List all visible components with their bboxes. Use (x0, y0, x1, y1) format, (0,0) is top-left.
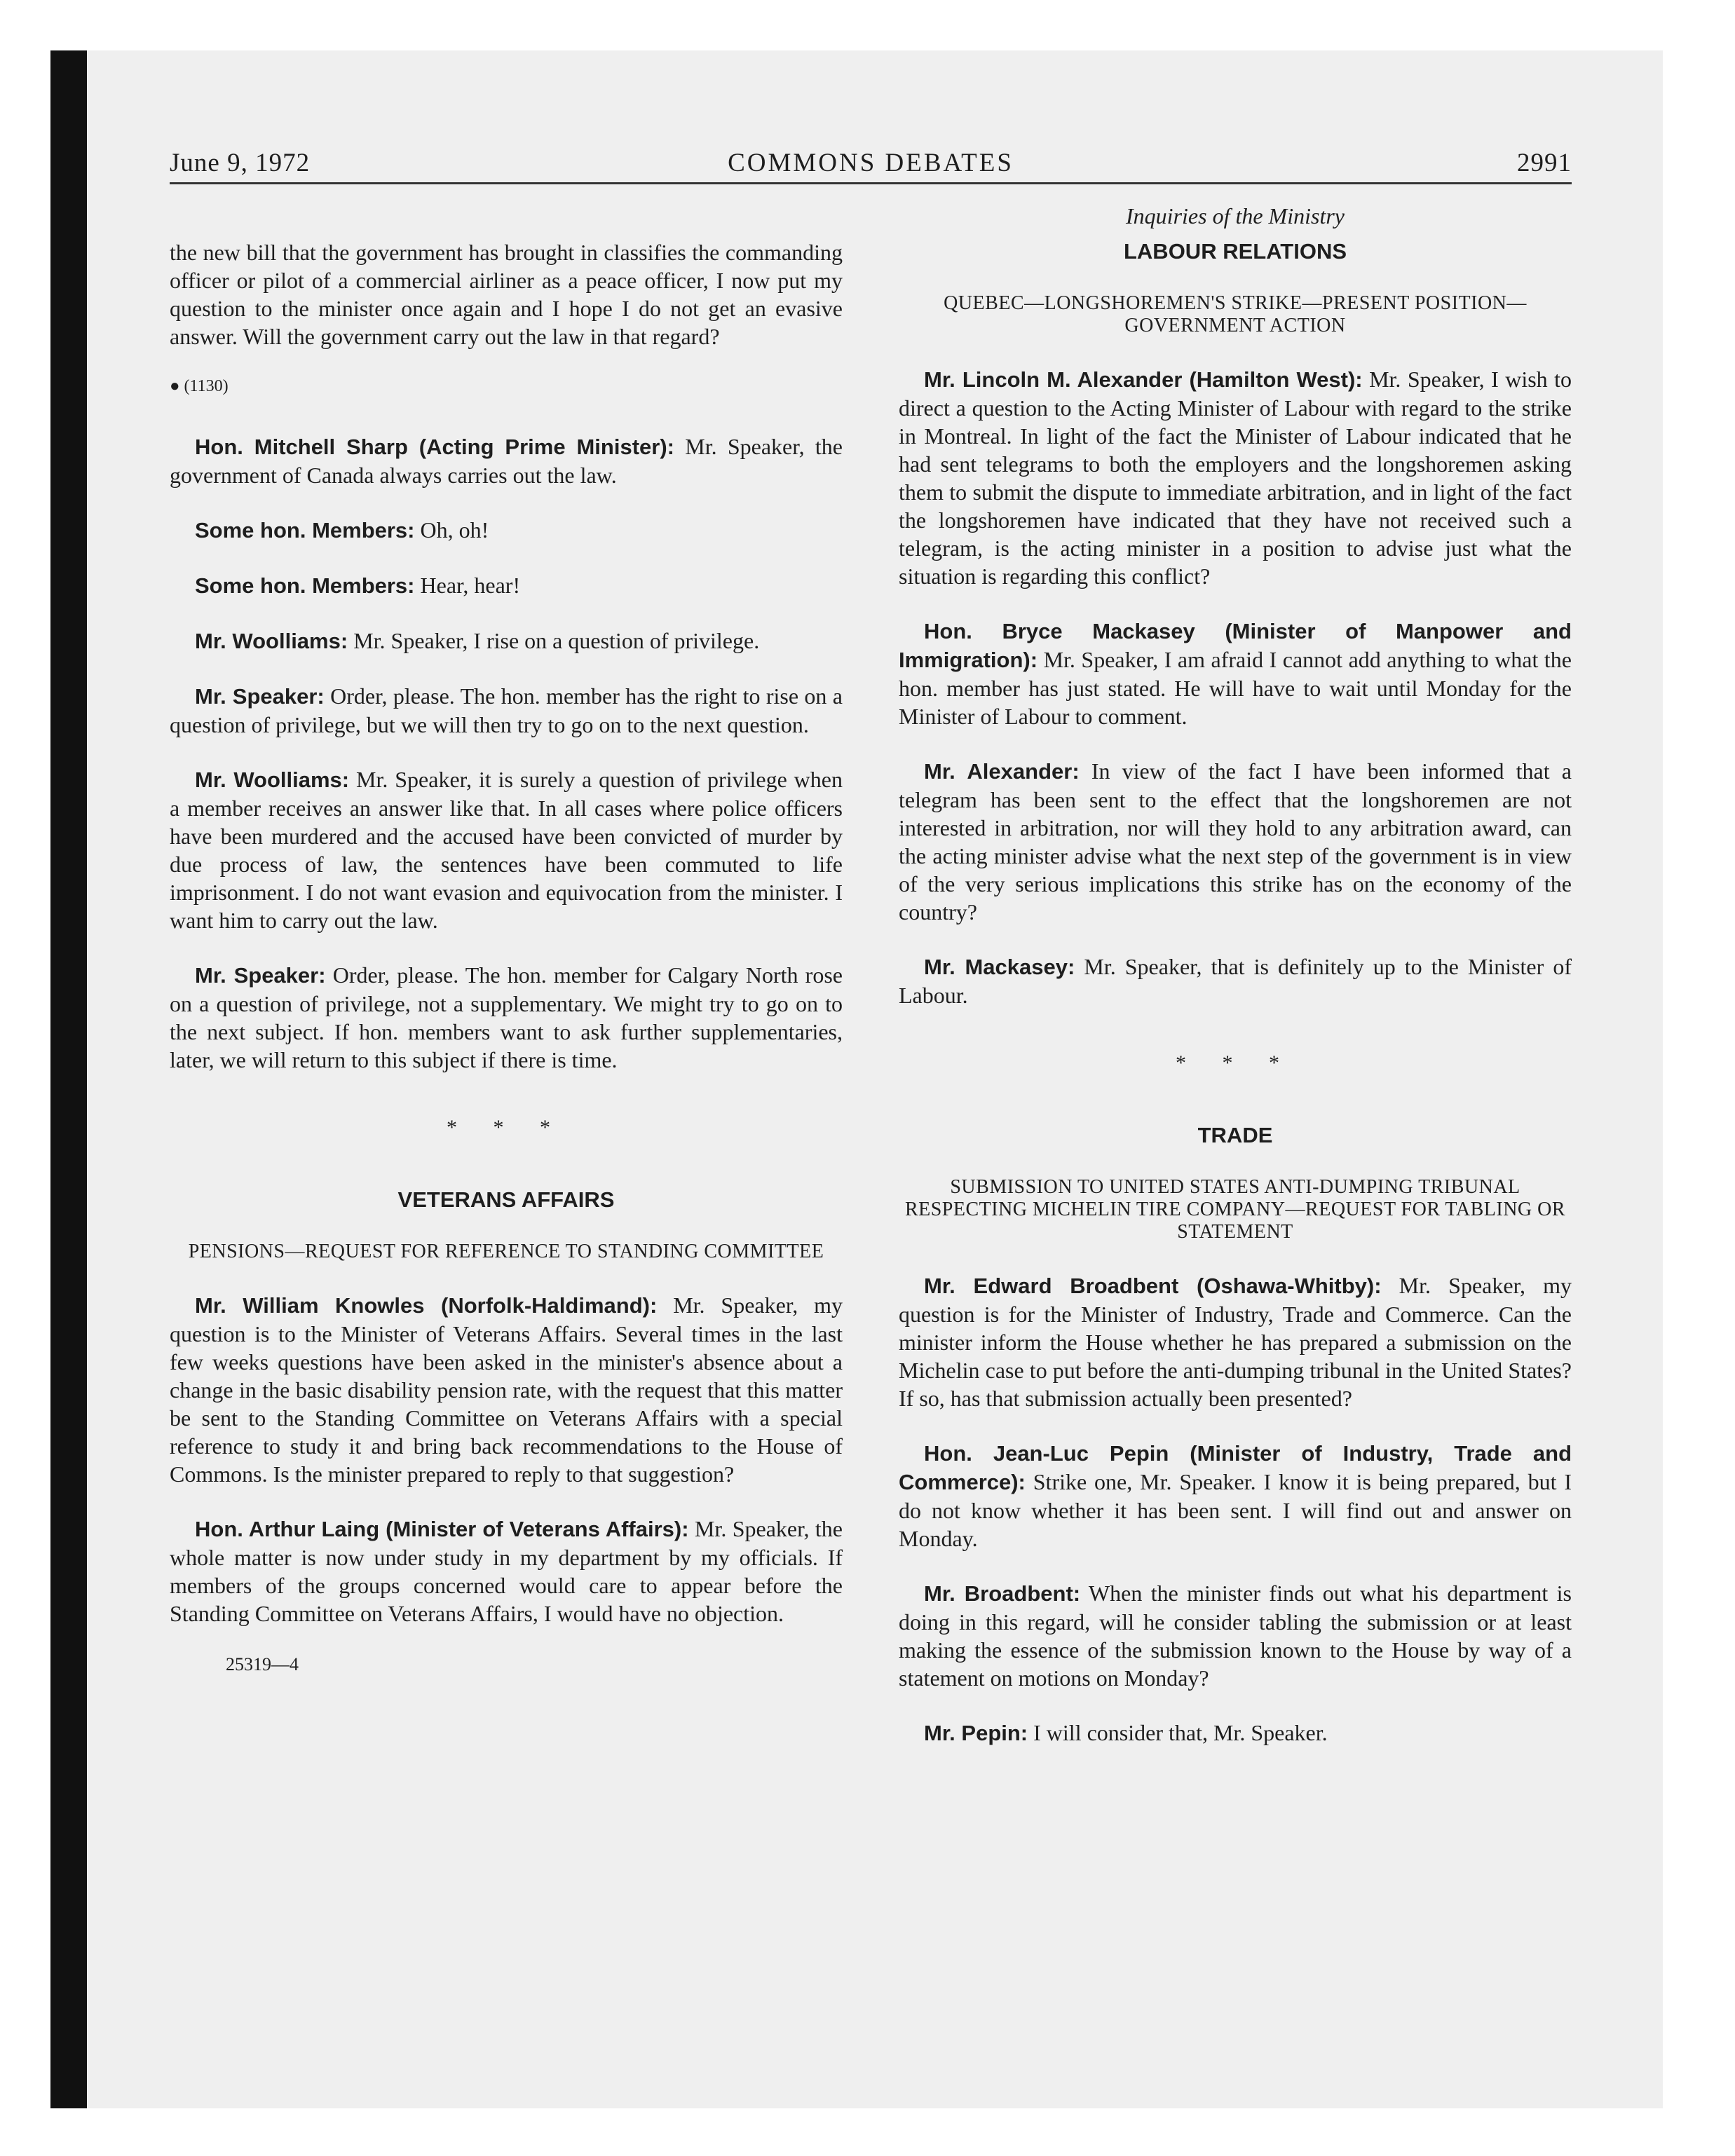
subheading: PENSIONS—REQUEST FOR REFERENCE TO STANDING COMMITTEE (188, 1241, 824, 1262)
right-column (899, 203, 1572, 1774)
speaker-name: Some hon. Members: (195, 518, 415, 543)
speaker-name: Some hon. Members: (195, 573, 415, 598)
speaker-name: Mr. Edward Broadbent (Oshawa-Whitby): (924, 1274, 1382, 1298)
paragraph: the new bill that the government has brought in classifies the commanding officer or pilot of a commercial airliner as a peace officer, I now put my question to the minister once again and I hope I do not get an evasive answer. Will the government carry out the law in that regard? (170, 240, 843, 349)
speaker-name: Mr. Woolliams: (195, 629, 348, 653)
header-date: June 9, 1972 (170, 149, 311, 177)
speaker-name: Mr. Lincoln M. Alexander (Hamilton West): (924, 367, 1363, 392)
speech-text: Mr. Speaker, I wish to direct a question to the Acting Minister of Labour with regard to the strike in Montreal. In light of the fact the Minister of Labour indicated that he had sent telegrams to both the employers and the longshoremen asking them to submit the dispute to immediate arbitration, and in light of the fact the longshoremen have indicated that they have not received such a telegram, is the acting minister in a position to advise just what the situation is regarding this conflict? (899, 367, 1572, 589)
speech-text: Mr. Speaker, my question is for the Minister of Industry, Trade and Commerce. Can the minister inform the House whether he has prepared a submission on the Michelin case to put before the anti-dumping tribunal in the United States? If so, has that submission actually been presented? (899, 1273, 1572, 1411)
paragraph (899, 1579, 1572, 1692)
speaker-name: Mr. William Knowles (Norfolk-Haldimand): (195, 1293, 658, 1318)
speech-text: Mr. Speaker, it is surely a question of privilege when a member receives an answer like that. In all cases where police officers have been murdered and the accused have been convicted of murder by due process of law, the sentences have been commuted to life imprisonment. I do not want evasion and equivocation from the minister. I want him to carry out the law. (170, 767, 843, 933)
section-heading: LABOUR RELATIONS (1123, 239, 1347, 264)
paragraph (170, 516, 843, 545)
scan-edge-shadow (50, 50, 87, 2108)
speaker-name: Hon. Jean-Luc Pepin (Minister of Industry, Trade and Commerce): (899, 1441, 1572, 1494)
speech-text: Mr. Speaker, the government of Canada always carries out the law. (170, 434, 843, 488)
paragraph (899, 1719, 1572, 1747)
paragraph (899, 617, 1572, 730)
speaker-name: Mr. Woolliams: (195, 767, 350, 792)
speaker-name: Mr. Alexander: (924, 759, 1080, 784)
speech-text: Hear, hear! (414, 573, 521, 598)
paragraph (170, 627, 843, 655)
speech-text: Mr. Speaker, I rise on a question of privilege. (348, 628, 760, 653)
paragraph (899, 1439, 1572, 1553)
time-marker (170, 377, 843, 396)
speaker-name: Mr. Mackasey: (924, 955, 1075, 979)
speaker-name: Hon. Bryce Mackasey (Minister of Manpower and Immigration): (899, 619, 1572, 672)
paragraph (170, 1515, 843, 1628)
speaker-name: Hon. Mitchell Sharp (Acting Prime Minister): (195, 435, 674, 459)
left-column (170, 238, 843, 1675)
footer-reference: 25319—4 (226, 1654, 299, 1674)
section-separator: * * * (1176, 1051, 1295, 1074)
speaker-name: Mr. Speaker: (195, 684, 325, 709)
time-marker-label: (1130) (184, 377, 229, 395)
bullet-icon: ● (170, 377, 180, 395)
speaker-name: Mr. Broadbent: (924, 1581, 1081, 1606)
speech-text: I will consider that, Mr. Speaker. (1028, 1720, 1328, 1745)
paragraph (899, 365, 1572, 590)
paragraph (170, 961, 843, 1074)
paragraph (170, 765, 843, 934)
paragraph (170, 682, 843, 739)
speaker-name: Mr. Pepin: (924, 1721, 1028, 1745)
paragraph (170, 432, 843, 489)
paragraph (899, 953, 1572, 1009)
paragraph (899, 757, 1572, 926)
header-title: COMMONS DEBATES (728, 149, 1014, 177)
paragraph (170, 571, 843, 600)
section-separator: * * * (447, 1116, 566, 1139)
speech-text: Oh, oh! (414, 517, 489, 543)
speech-text: Order, please. The hon. member for Calgary North rose on a question of privilege, not a supplementary. We might try to go on to the next subject. If hon. members want to ask further supplementaries, later, we will return to this subject if there is time. (170, 962, 843, 1072)
paragraph (899, 1271, 1572, 1412)
section-heading: TRADE (1197, 1123, 1273, 1147)
speech-text: In view of the fact I have been informed that a telegram has been sent to the effect that the longshoremen are not interested in arbitration, nor will they hold to any arbitration award, can the acting minister advise what the next step of the government is in view of the very serious implications this strike has on the economy of the country? (899, 758, 1572, 925)
speech-text: Mr. Speaker, I am afraid I cannot add anything to what the hon. member has just stated. He will have to wait until Monday for the Minister of Labour to comment. (899, 647, 1572, 729)
subheading: QUEBEC—LONGSHOREMEN'S STRIKE—PRESENT POSITION—GOVERNMENT ACTION (944, 292, 1527, 336)
speaker-name: Mr. Speaker: (195, 963, 326, 988)
running-header (170, 147, 1572, 184)
speech-text: Mr. Speaker, my question is to the Minister of Veterans Affairs. Several times in the last few weeks questions have been asked in the minister's absence about a change in the basic disability pension rate, with the request that this matter be sent to the Standing Committee on Veterans Affairs with a special reference to study it and bring back recommendations to the House of Commons. Is the minister prepared to reply to that suggestion? (170, 1292, 843, 1487)
subheading: SUBMISSION TO UNITED STATES ANTI-DUMPING TRIBUNAL RESPECTING MICHELIN TIRE COMPANY—REQUEST FOR TABLING OR STATEMENT (904, 1176, 1566, 1243)
page-number: 2991 (1517, 149, 1572, 177)
speech-text: Mr. Speaker, the whole matter is now under study in my department by my officials. If members of the groups concerned would care to appear before the Standing Committee on Veterans Affairs, I would have no objection. (170, 1516, 843, 1626)
speaker-name: Hon. Arthur Laing (Minister of Veterans Affairs): (195, 1517, 689, 1541)
speech-text: Mr. Speaker, that is definitely up to the Minister of Labour. (899, 954, 1572, 1008)
speech-text: Order, please. The hon. member has the right to rise on a question of privilege, but we will then try to go on to the next question. (170, 683, 843, 737)
speech-text: When the minister finds out what his department is doing in this regard, will he consider tabling the submission or at least making the essence of the submission known to the House by way of a statement on motions on Monday? (899, 1581, 1572, 1691)
paragraph (170, 1291, 843, 1488)
rubric: Inquiries of the Ministry (1126, 203, 1345, 228)
speech-text: Strike one, Mr. Speaker. I know it is being prepared, but I do not know whether it has been sent. I will find out and answer on Monday. (899, 1469, 1572, 1551)
section-heading: VETERANS AFFAIRS (397, 1187, 615, 1212)
